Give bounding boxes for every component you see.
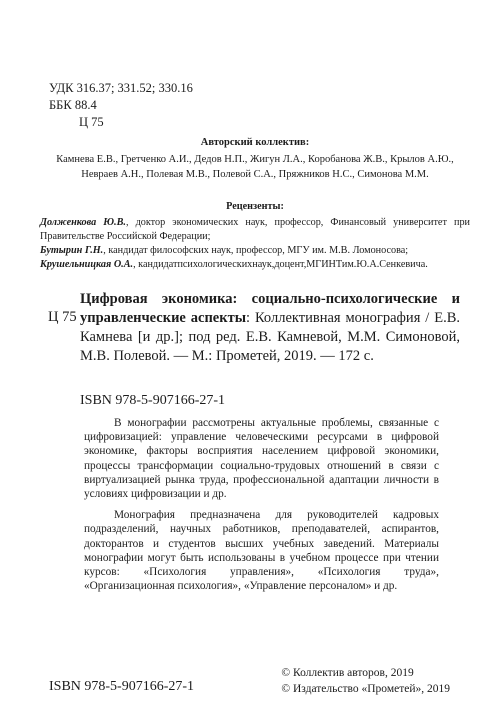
reviewer-entry	[40, 216, 470, 244]
reviewer-entry	[40, 258, 470, 272]
abstract-paragraph-1: В монографии рассмотрены актуальные проблемы, связанные с цифровизацией: управление человеческими ресурсами в цифровой экономике, факторы восприятия населением цифровой экономики, процессы трансформации социально-трудовых отношений в связи с виртуализацией рынка труда, профессиональной адаптации личности в условиях цифровизации и др.	[84, 417, 439, 501]
record-details: : Коллективная монография / Е.В. Камнева [и др.]; под ред. Е.В. Камневой, М.М. Симоновой, М.В. Полевой. — М.: Прометей, 2019. — 172 с.	[80, 310, 460, 364]
book-title: Цифровая экономика: социально-психологические и управленческие аспекты	[80, 291, 460, 326]
authors-block	[40, 135, 470, 182]
reviewers-heading: Рецензенты:	[226, 201, 284, 212]
author-mark: Ц 75	[79, 115, 104, 129]
authors-heading: Авторский коллектив:	[200, 137, 310, 148]
udk-code: УДК 316.37; 331.52; 330.16	[49, 81, 193, 95]
reviewer-name: Долженкова Ю.В.	[40, 217, 126, 228]
abstract-paragraph-2: Монография предназначена для руководителей кадровых подразделений, научных работников, преподавателей, аспирантов, докторантов и студентов высших учебных заведений. Материалы монографии могут быть использованы в учебном процессе при чтении курсов: «Психология управления», «Психология труда», «Организационная психология», «Управление персоналом» и др.	[84, 509, 439, 593]
authors-line-2: Невраев А.Н., Полевая М.В., Полевой С.А., Пряжников Н.С., Симонова М.М.	[81, 169, 429, 180]
authors-line-1: Камнева Е.В., Гретченко А.И., Дедов Н.П., Жигун Л.А., Коробанова Ж.В., Крылов А.Ю.,	[56, 154, 454, 165]
record-index: Ц 75	[48, 309, 77, 325]
isbn-footer: ISBN 978-5-907166-27-1	[49, 679, 195, 694]
bibliographic-record	[40, 290, 460, 366]
reviewer-details: , доктор экономических наук, профессор, Финансовый университет при Правительстве Российской Федерации;	[40, 217, 470, 242]
copyright-publisher: © Издательство «Прометей», 2019	[281, 683, 450, 695]
reviewer-name: Бутырин Г.Н.	[40, 245, 104, 256]
reviewer-details: , кандидат философских наук, профессор, МГУ им. М.В. Ломоносова;	[103, 245, 409, 256]
copyright-authors: © Коллектив авторов, 2019	[281, 667, 414, 679]
reviewers-block	[40, 200, 470, 272]
record-body	[80, 290, 460, 366]
classification-codes	[49, 80, 193, 131]
reviewer-entry	[40, 244, 470, 258]
isbn-main: ISBN 978-5-907166-27-1	[80, 393, 226, 408]
abstract	[84, 416, 439, 600]
copyright-block	[281, 665, 450, 697]
reviewer-name: Крушельницкая О.А.	[40, 259, 134, 270]
reviewer-details: , кандидатпсихологическихнаук,доцент,МГИНТим.Ю.А.Сенкевича.	[133, 259, 428, 270]
bbk-code: ББК 88.4	[49, 98, 97, 112]
